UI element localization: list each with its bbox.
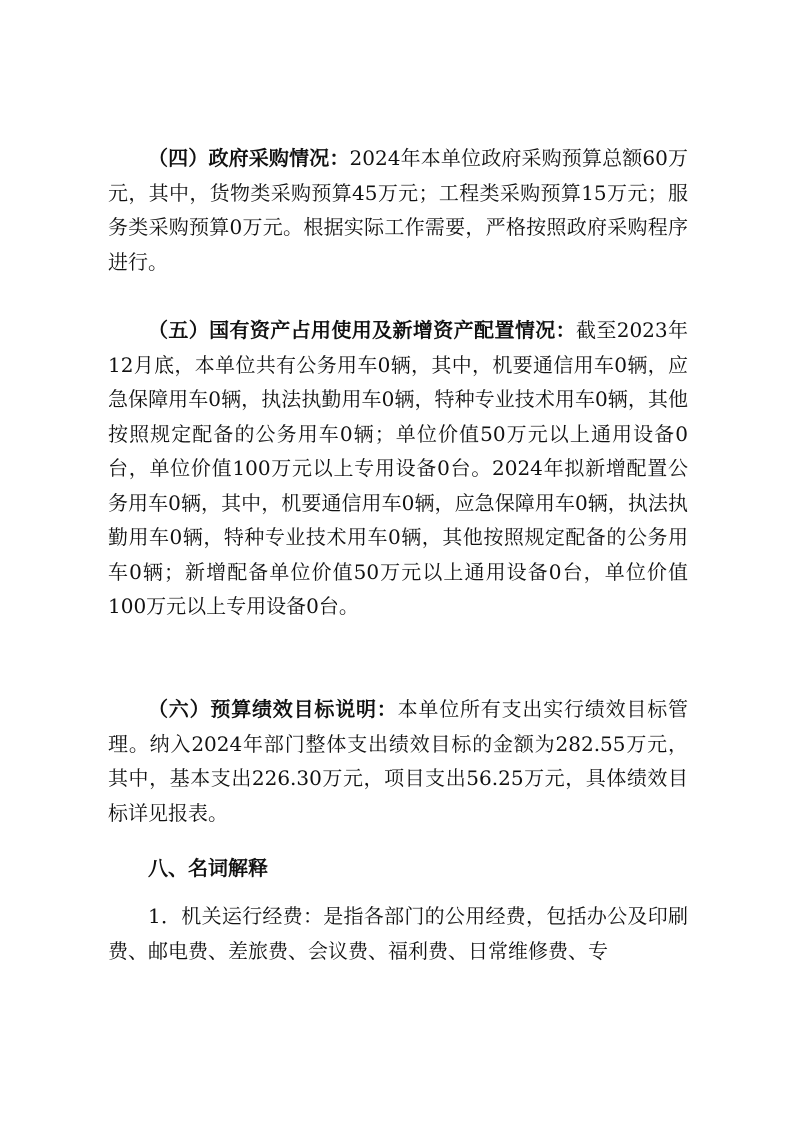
glossary-item-1: 1．机关运行经费：是指各部门的公用经费，包括办公及印刷费、邮电费、差旅费、会议费、福利费、日常维修费、专 [108, 904, 688, 963]
performance-paragraph [108, 692, 688, 830]
performance-text: 本单位所有支出实行绩效目标管理。纳入2024年部门整体支出绩效目标的金额为282.55万元，其中，基本支出226.30万元，项目支出56.25万元，具体绩效目标详见报表。 [108, 697, 689, 825]
glossary-heading: 八、名词解释 [148, 856, 268, 880]
performance-label: （六）预算绩效目标说明： [148, 697, 398, 721]
assets-label: （五）国有资产占用使用及新增资产配置情况： [148, 318, 576, 342]
assets-text: 截至2023年12月底，本单位共有公务用车0辆，其中，机要通信用车0辆，应急保障用车0辆，执法执勤用车0辆，特种专业技术用车0辆，其他按照规定配备的公务用车0辆；单位价值50万元以上通用设备0台，单位价值100万元以上专用设备0台。2024年拟新增配置公务用车0辆，其中，机要通信用车0辆，应急保障用车0辆，执法执勤用车0辆，特种专业技术用车0辆，其他按照规定配备的公务用车0辆；新增配备单位价值50万元以上通用设备0台，单位价值100万元以上专用设备0台。 [108, 318, 689, 618]
procurement-paragraph [108, 141, 688, 279]
assets-paragraph [108, 313, 688, 624]
procurement-label: （四）政府采购情况： [148, 146, 350, 170]
procurement-text: 2024年本单位政府采购预算总额60万元，其中，货物类采购预算45万元；工程类采购预算15万元；服务类采购预算0万元。根据实际工作需要，严格按照政府采购程序进行。 [108, 146, 689, 274]
